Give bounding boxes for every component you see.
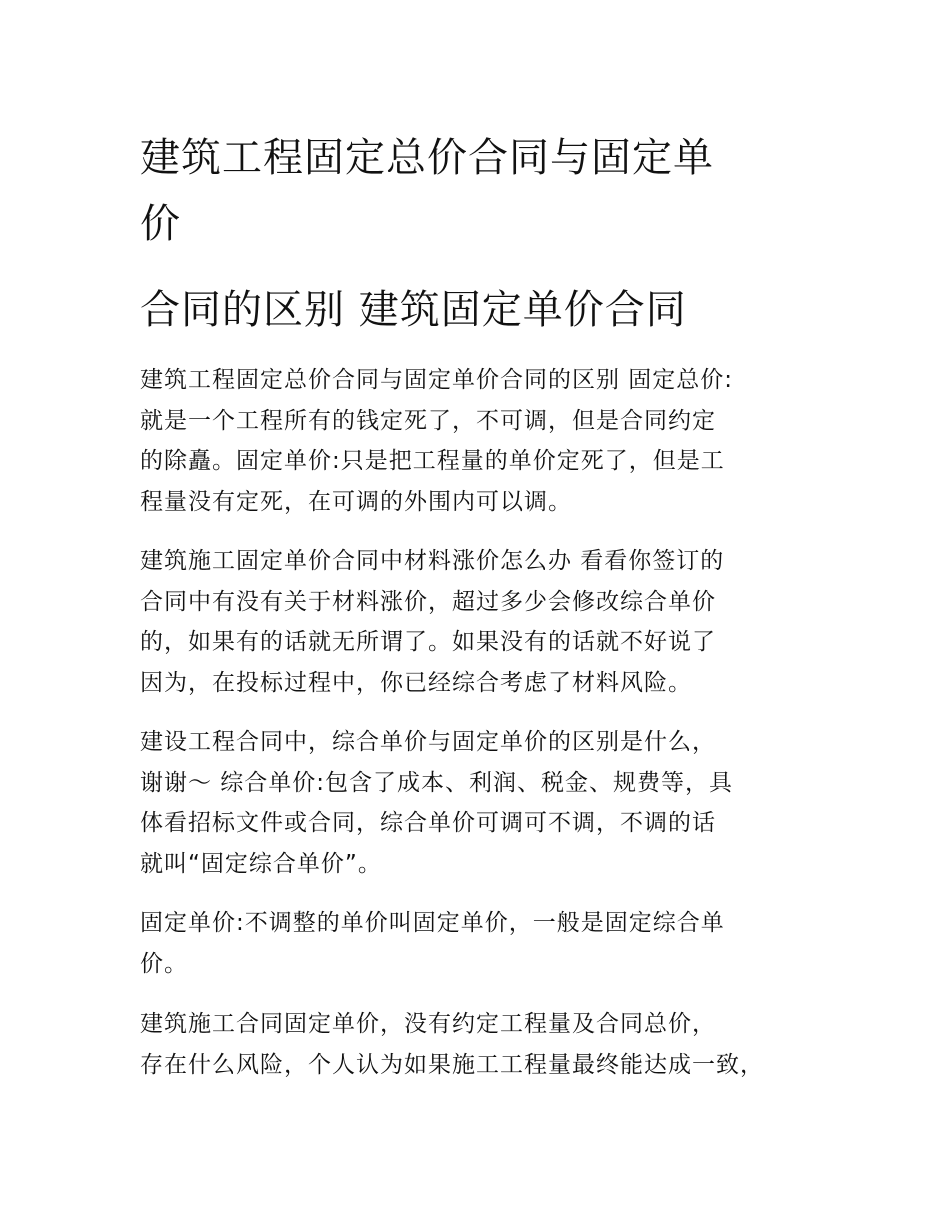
paragraph-line: 合同中有没有关于材料涨价，超过多少会修改综合单价 <box>140 588 716 615</box>
paragraph-line: 程量没有定死，在可调的外围内可以调。 <box>140 488 572 515</box>
paragraph-line: 存在什么风险，个人认为如果施工工程量最终能达成一致， <box>140 1051 764 1078</box>
document-title-line-1: 建筑工程固定总价合同与固定单 <box>140 135 714 181</box>
paragraph-line: 谢谢～ 综合单价:包含了成本、利润、税金、规费等，具 <box>140 769 734 796</box>
paragraph-line: 因为，在投标过程中，你已经综合考虑了材料风险。 <box>140 669 692 696</box>
paragraph-line: 的，如果有的话就无所谓了。如果没有的话就不好说了 <box>140 629 716 655</box>
paragraph-line: 建筑施工合同固定单价，没有约定工程量及合同总价， <box>140 1011 716 1037</box>
paragraph-line: 建筑施工固定单价合同中材料涨价怎么办 看看你签订的 <box>140 548 725 574</box>
paragraph-line: 固定单价:不调整的单价叫固定单价，一般是固定综合单 <box>140 910 725 936</box>
document-title-line-2: 价 <box>140 201 181 247</box>
paragraph-fixed-total-vs-unit-price <box>140 360 840 522</box>
paragraph-line: 建筑工程固定总价合同与固定单价合同的区别 固定总价: <box>140 367 734 393</box>
paragraph-fixed-unit-price-definition <box>140 903 840 984</box>
paragraph-line: 体看招标文件或合同，综合单价可调可不调，不调的话 <box>140 810 716 836</box>
paragraph-line: 的除矗。固定单价:只是把工程量的单价定死了，但是工 <box>140 448 725 474</box>
paragraph-line: 就是一个工程所有的钱定死了，不可调，但是合同约定 <box>140 407 716 434</box>
document-title-line-3: 合同的区别 建筑固定单价合同 <box>140 287 687 333</box>
paragraph-line: 价。 <box>140 950 188 977</box>
paragraph-material-price-increase <box>140 541 840 703</box>
paragraph-unit-price-risk <box>140 1004 840 1085</box>
paragraph-composite-vs-fixed-unit-price <box>140 722 840 884</box>
paragraph-line: 建设工程合同中，综合单价与固定单价的区别是什么， <box>140 729 716 755</box>
paragraph-line: 就叫“固定综合单价”。 <box>140 850 382 877</box>
